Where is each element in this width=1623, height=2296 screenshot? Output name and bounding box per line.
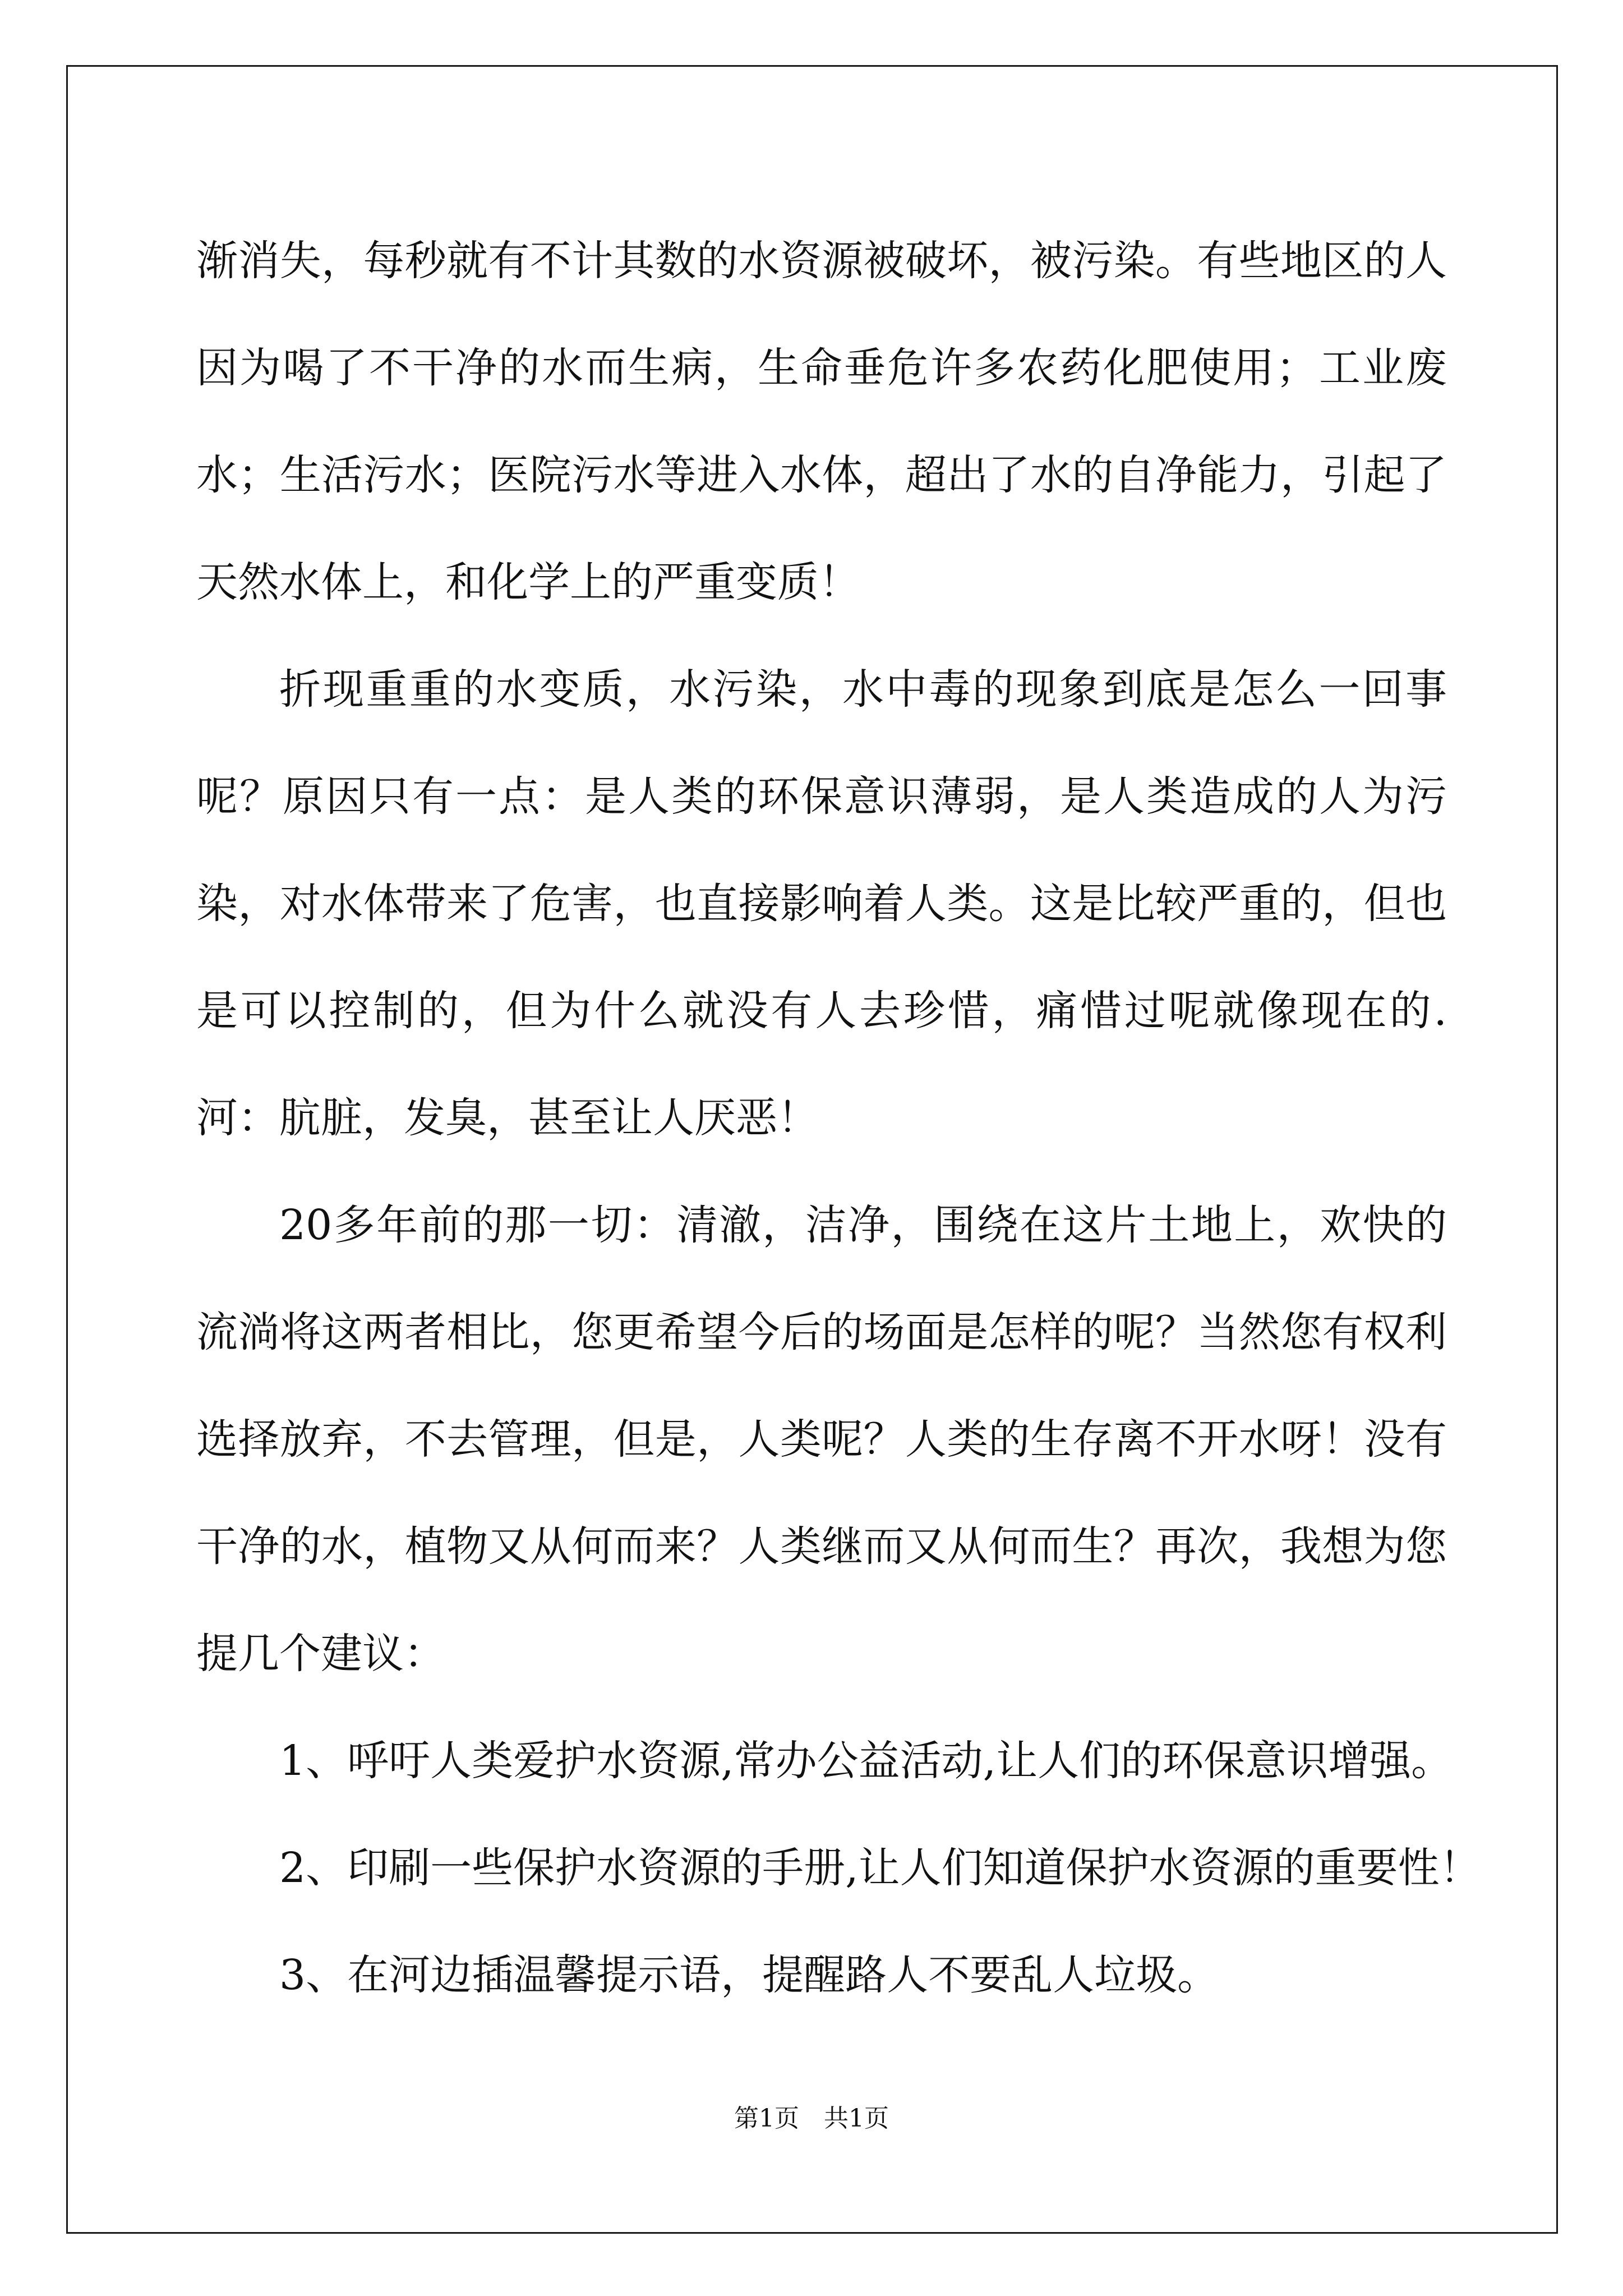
paragraph-1: 渐消失，每秒就有不计其数的水资源被破坏，被污染。有些地区的人因为喝了不干净的水而生病，生命垂危许多农药化肥使用；工业废水；生活污水；医院污水等进入水体，超出了水的自净能力，引起了天然水体上，和化学上的严重变质！	[196, 237, 1447, 606]
list-item-1: 1、呼吁人类爱护水资源,常办公益活动,让人们的环保意识增强。	[279, 1737, 1453, 1785]
page-footer: 第1页 共1页	[734, 2104, 889, 2133]
paragraph-2: 折现重重的水变质，水污染，水中毒的现象到底是怎么一回事呢？原因只有一点：是人类的环保意识薄弱，是人类造成的人为污染，对水体带来了危害，也直接影响着人类。这是比较严重的，但也是可以控制的，但为什么就没有人去珍惜，痛惜过呢就像现在的.河：肮脏，发臭，甚至让人厌恶！	[196, 665, 1447, 1142]
list-item-2: 2、印刷一些保护水资源的手册,让人们知道保护水资源的重要性！	[279, 1844, 1481, 1892]
paragraph-3: 20多年前的那一切：清澈，洁净，围绕在这片土地上，欢快的流淌将这两者相比，您更希望今后的场面是怎样的呢？当然您有权利选择放弃，不去管理，但是，人类呢？人类的生存离不开水呀！没有干净的水，植物又从何而来？人类继而又从何而生？再次，我想为您提几个建议：	[196, 1201, 1447, 1678]
list-item-3: 3、在河边插温馨提示语，提醒路人不要乱人垃圾。	[279, 1951, 1219, 1999]
document-body	[196, 208, 1481, 2029]
